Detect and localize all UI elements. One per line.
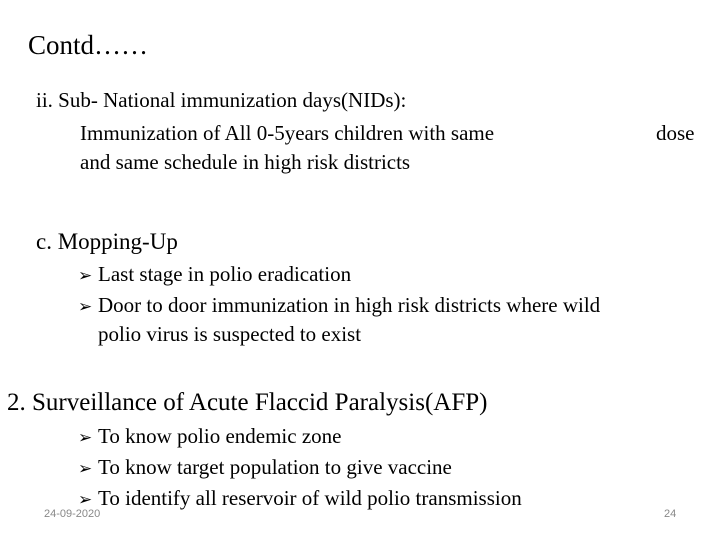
mopping-up-bullet-2-continued: polio virus is suspected to exist xyxy=(98,322,362,346)
footer-page-number: 24 xyxy=(664,508,677,520)
bullet-text: Door to door immunization in high risk districts where wild xyxy=(98,293,601,317)
bullet-text: To know polio endemic zone xyxy=(98,424,342,448)
surveillance-bullet-1 xyxy=(78,424,341,449)
sub-national-line-2: and same schedule in high risk districts xyxy=(80,150,411,174)
bullet-text: To identify all reservoir of wild polio transmission xyxy=(98,486,522,510)
mopping-up-heading: c. Mopping-Up xyxy=(36,229,178,254)
arrow-bullet-icon: ➢ xyxy=(78,459,93,479)
mopping-up-bullet-1 xyxy=(78,262,351,287)
mopping-up-bullet-2 xyxy=(78,293,600,318)
surveillance-bullet-2 xyxy=(78,455,452,480)
footer-date: 24-09-2020 xyxy=(44,508,101,520)
arrow-bullet-icon: ➢ xyxy=(78,297,93,317)
sub-national-line-1: Immunization of All 0-5years children with same xyxy=(80,121,495,145)
surveillance-bullet-3 xyxy=(78,486,522,511)
arrow-bullet-icon: ➢ xyxy=(78,266,93,286)
sub-national-line-1-end: dose xyxy=(656,121,695,145)
slide-title: Contd…… xyxy=(28,30,149,60)
surveillance-heading: 2. Surveillance of Acute Flaccid Paralysis(AFP) xyxy=(7,389,488,416)
arrow-bullet-icon: ➢ xyxy=(78,428,93,448)
sub-national-heading: ii. Sub- National immunization days(NIDs): xyxy=(36,88,407,112)
bullet-text: Last stage in polio eradication xyxy=(98,262,352,286)
bullet-text: To know target population to give vaccine xyxy=(98,455,452,479)
arrow-bullet-icon: ➢ xyxy=(78,490,93,510)
